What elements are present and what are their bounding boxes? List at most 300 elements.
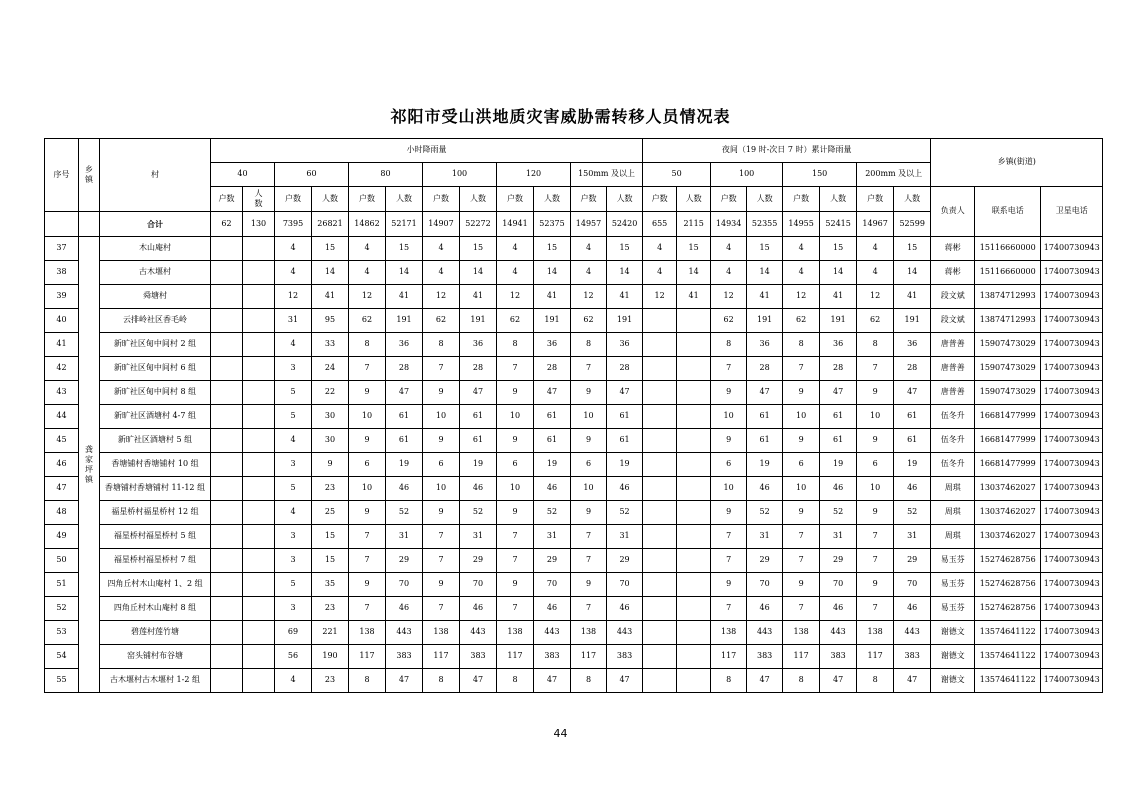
row-value: 6 <box>857 453 894 477</box>
row-village: 古木堰村古木堰村 1-2 组 <box>100 669 211 693</box>
row-value: 62 <box>783 309 820 333</box>
table-row <box>45 381 1103 405</box>
row-value: 10 <box>857 405 894 429</box>
row-value: 47 <box>607 381 643 405</box>
row-person: 谢德文 <box>931 669 975 693</box>
row-value: 47 <box>820 669 857 693</box>
row-person: 易玉芬 <box>931 573 975 597</box>
row-value: 7 <box>783 525 820 549</box>
row-value <box>211 453 243 477</box>
header-hourly-level: 80 <box>349 163 423 187</box>
row-value: 46 <box>747 597 783 621</box>
row-value: 8 <box>571 333 607 357</box>
row-value: 4 <box>783 237 820 261</box>
row-value: 4 <box>643 237 677 261</box>
row-value: 443 <box>386 621 423 645</box>
row-value: 10 <box>857 477 894 501</box>
row-value: 10 <box>497 477 534 501</box>
row-value: 46 <box>894 597 931 621</box>
total-cell: 52420 <box>607 212 643 237</box>
row-value: 29 <box>386 549 423 573</box>
row-value: 4 <box>783 261 820 285</box>
row-value: 52 <box>820 501 857 525</box>
row-person: 周琪 <box>931 525 975 549</box>
total-cell: 52415 <box>820 212 857 237</box>
row-value: 28 <box>894 357 931 381</box>
row-value <box>211 669 243 693</box>
row-value: 47 <box>460 669 497 693</box>
row-value <box>243 333 275 357</box>
row-value: 117 <box>349 645 386 669</box>
row-value: 9 <box>349 429 386 453</box>
row-value <box>643 525 677 549</box>
row-seq: 49 <box>45 525 79 549</box>
row-value <box>243 237 275 261</box>
total-cell: 52171 <box>386 212 423 237</box>
row-value: 47 <box>386 669 423 693</box>
row-value: 41 <box>894 285 931 309</box>
row-sat-phone: 17400730943 <box>1041 285 1103 309</box>
row-person: 唐普善 <box>931 333 975 357</box>
header-households: 户数 <box>571 187 607 212</box>
row-value: 4 <box>857 237 894 261</box>
row-value: 30 <box>312 429 349 453</box>
row-sat-phone: 17400730943 <box>1041 525 1103 549</box>
row-village: 新旷社区酒塘村 5 组 <box>100 429 211 453</box>
header-hourly-level: 150mm 及以上 <box>571 163 643 187</box>
header-hourly-level: 60 <box>275 163 349 187</box>
row-phone: 16681477999 <box>975 405 1041 429</box>
row-value <box>243 429 275 453</box>
row-phone: 13874712993 <box>975 309 1041 333</box>
row-value: 23 <box>312 597 349 621</box>
row-sat-phone: 17400730943 <box>1041 381 1103 405</box>
row-value <box>211 549 243 573</box>
row-value: 191 <box>747 309 783 333</box>
row-value: 117 <box>783 645 820 669</box>
row-value: 9 <box>571 381 607 405</box>
total-cell: 14967 <box>857 212 894 237</box>
row-value: 8 <box>711 669 747 693</box>
row-village: 窑头铺村布谷塘 <box>100 645 211 669</box>
row-sat-phone: 17400730943 <box>1041 357 1103 381</box>
row-seq: 52 <box>45 597 79 621</box>
row-village: 福星桥村福星桥村 7 组 <box>100 549 211 573</box>
row-value: 9 <box>857 573 894 597</box>
row-value: 7 <box>349 549 386 573</box>
row-value: 70 <box>820 573 857 597</box>
table-row <box>45 621 1103 645</box>
row-value: 138 <box>857 621 894 645</box>
header-households: 户数 <box>497 187 534 212</box>
row-value: 41 <box>747 285 783 309</box>
row-value: 4 <box>275 429 312 453</box>
row-value: 443 <box>534 621 571 645</box>
row-value <box>677 309 711 333</box>
row-value <box>677 573 711 597</box>
row-value: 9 <box>349 573 386 597</box>
row-value: 383 <box>460 645 497 669</box>
row-value: 191 <box>534 309 571 333</box>
row-value: 9 <box>783 501 820 525</box>
row-value <box>677 357 711 381</box>
row-value: 19 <box>607 453 643 477</box>
header-people: 人数 <box>460 187 497 212</box>
row-value: 9 <box>857 429 894 453</box>
row-value <box>643 477 677 501</box>
row-value: 117 <box>571 645 607 669</box>
row-value: 56 <box>275 645 312 669</box>
row-person: 伍冬升 <box>931 429 975 453</box>
row-value: 6 <box>423 453 460 477</box>
row-value: 14 <box>386 261 423 285</box>
row-value: 15 <box>460 237 497 261</box>
table-row <box>45 525 1103 549</box>
table-row <box>45 405 1103 429</box>
row-value: 46 <box>747 477 783 501</box>
row-value: 4 <box>423 237 460 261</box>
row-sat-phone: 17400730943 <box>1041 477 1103 501</box>
row-phone: 13037462027 <box>975 525 1041 549</box>
row-value: 35 <box>312 573 349 597</box>
row-value: 46 <box>386 597 423 621</box>
row-value: 95 <box>312 309 349 333</box>
row-value: 138 <box>571 621 607 645</box>
header-night-rainfall: 夜间（19 时-次日 7 时）累计降雨量 <box>643 139 931 163</box>
row-value: 7 <box>423 525 460 549</box>
row-phone: 13037462027 <box>975 477 1041 501</box>
header-contact-phone: 联系电话 <box>975 187 1041 237</box>
row-value: 383 <box>820 645 857 669</box>
row-value: 46 <box>534 477 571 501</box>
row-value: 23 <box>312 477 349 501</box>
row-value: 46 <box>820 477 857 501</box>
row-value: 138 <box>349 621 386 645</box>
row-value: 5 <box>275 573 312 597</box>
row-value <box>643 621 677 645</box>
row-value: 9 <box>571 429 607 453</box>
row-value: 191 <box>820 309 857 333</box>
row-village: 香塘铺村香塘铺村 10 组 <box>100 453 211 477</box>
header-households: 户数 <box>349 187 386 212</box>
table-row <box>45 645 1103 669</box>
row-value: 62 <box>423 309 460 333</box>
row-value: 8 <box>857 333 894 357</box>
row-value <box>643 357 677 381</box>
row-value <box>643 309 677 333</box>
row-value: 7 <box>711 549 747 573</box>
row-value: 443 <box>747 621 783 645</box>
row-value: 10 <box>497 405 534 429</box>
row-value: 70 <box>607 573 643 597</box>
row-value: 36 <box>386 333 423 357</box>
row-value: 62 <box>571 309 607 333</box>
row-value: 9 <box>783 429 820 453</box>
row-value <box>243 645 275 669</box>
row-value: 12 <box>783 285 820 309</box>
row-value: 191 <box>607 309 643 333</box>
row-value: 46 <box>820 597 857 621</box>
row-person: 周琪 <box>931 501 975 525</box>
row-seq: 48 <box>45 501 79 525</box>
row-value: 19 <box>894 453 931 477</box>
row-value: 15 <box>312 237 349 261</box>
row-value: 61 <box>534 405 571 429</box>
header-people: 人数 <box>312 187 349 212</box>
row-value: 47 <box>894 381 931 405</box>
row-value <box>243 357 275 381</box>
row-sat-phone: 17400730943 <box>1041 429 1103 453</box>
row-value: 8 <box>423 333 460 357</box>
row-value: 3 <box>275 357 312 381</box>
row-value: 7 <box>571 597 607 621</box>
total-cell: 2115 <box>677 212 711 237</box>
row-value <box>643 429 677 453</box>
row-seq: 55 <box>45 669 79 693</box>
total-cell: 14957 <box>571 212 607 237</box>
row-value: 61 <box>607 429 643 453</box>
row-value: 15 <box>747 237 783 261</box>
row-value: 4 <box>275 237 312 261</box>
row-person: 段文斌 <box>931 285 975 309</box>
row-village: 香塘铺村香塘铺村 11-12 组 <box>100 477 211 501</box>
row-value: 23 <box>312 669 349 693</box>
row-value <box>211 333 243 357</box>
row-value: 7 <box>857 357 894 381</box>
row-village: 新旷社区甸中间村 8 组 <box>100 381 211 405</box>
row-value: 41 <box>386 285 423 309</box>
row-value: 69 <box>275 621 312 645</box>
row-value: 12 <box>497 285 534 309</box>
header-night-level: 100 <box>711 163 783 187</box>
row-value <box>211 621 243 645</box>
row-value: 28 <box>820 357 857 381</box>
row-value: 61 <box>820 405 857 429</box>
row-village: 木山庵村 <box>100 237 211 261</box>
total-cell: 655 <box>643 212 677 237</box>
total-cell: 52355 <box>747 212 783 237</box>
row-value: 12 <box>643 285 677 309</box>
row-sat-phone: 17400730943 <box>1041 549 1103 573</box>
evacuation-table <box>44 138 1103 693</box>
row-value: 14 <box>312 261 349 285</box>
row-value: 4 <box>711 261 747 285</box>
row-value: 19 <box>460 453 497 477</box>
row-value <box>243 501 275 525</box>
row-value: 443 <box>460 621 497 645</box>
row-value: 9 <box>711 573 747 597</box>
row-value: 47 <box>460 381 497 405</box>
row-village: 云排岭社区香毛岭 <box>100 309 211 333</box>
row-value <box>243 549 275 573</box>
row-value: 14 <box>820 261 857 285</box>
row-value <box>677 333 711 357</box>
row-value: 46 <box>607 477 643 501</box>
total-cell: 62 <box>211 212 243 237</box>
row-value: 52 <box>534 501 571 525</box>
row-value: 28 <box>747 357 783 381</box>
row-value <box>643 333 677 357</box>
header-households: 户数 <box>423 187 460 212</box>
row-value <box>677 645 711 669</box>
row-person: 伍冬升 <box>931 453 975 477</box>
row-value: 138 <box>423 621 460 645</box>
row-value: 14 <box>677 261 711 285</box>
header-people: 人数 <box>607 187 643 212</box>
table-row <box>45 357 1103 381</box>
row-seq: 44 <box>45 405 79 429</box>
row-value: 9 <box>312 453 349 477</box>
row-value: 4 <box>571 261 607 285</box>
row-value: 9 <box>497 381 534 405</box>
row-seq: 38 <box>45 261 79 285</box>
row-value: 14 <box>460 261 497 285</box>
row-seq: 37 <box>45 237 79 261</box>
row-value: 15 <box>607 237 643 261</box>
row-value: 15 <box>534 237 571 261</box>
row-value <box>243 669 275 693</box>
row-value: 41 <box>607 285 643 309</box>
row-person: 蒋彬 <box>931 261 975 285</box>
row-phone: 15274628756 <box>975 597 1041 621</box>
row-value: 7 <box>857 525 894 549</box>
row-value: 4 <box>275 501 312 525</box>
row-person: 段文斌 <box>931 309 975 333</box>
row-value: 8 <box>349 333 386 357</box>
row-value: 10 <box>783 405 820 429</box>
row-value: 4 <box>497 237 534 261</box>
row-value: 4 <box>571 237 607 261</box>
row-value: 9 <box>571 501 607 525</box>
row-value: 7 <box>423 357 460 381</box>
row-value: 15 <box>386 237 423 261</box>
row-value: 46 <box>460 477 497 501</box>
row-village: 碧莲村莲竹塘 <box>100 621 211 645</box>
row-value: 138 <box>783 621 820 645</box>
row-value: 4 <box>497 261 534 285</box>
row-village: 福星桥村福星桥村 12 组 <box>100 501 211 525</box>
row-value: 8 <box>423 669 460 693</box>
row-person: 伍冬升 <box>931 405 975 429</box>
row-value: 8 <box>783 333 820 357</box>
row-seq: 54 <box>45 645 79 669</box>
row-value: 47 <box>747 381 783 405</box>
row-phone: 13574641122 <box>975 621 1041 645</box>
row-value: 190 <box>312 645 349 669</box>
total-cell: 52599 <box>894 212 931 237</box>
row-value: 4 <box>711 237 747 261</box>
row-value: 12 <box>857 285 894 309</box>
row-phone: 15907473029 <box>975 381 1041 405</box>
row-value: 138 <box>711 621 747 645</box>
row-value: 29 <box>894 549 931 573</box>
row-value: 117 <box>497 645 534 669</box>
row-value: 7 <box>857 549 894 573</box>
row-value: 15 <box>820 237 857 261</box>
row-value: 47 <box>747 669 783 693</box>
row-value: 3 <box>275 525 312 549</box>
row-value: 191 <box>386 309 423 333</box>
row-value: 62 <box>711 309 747 333</box>
row-value: 61 <box>607 405 643 429</box>
row-value: 443 <box>607 621 643 645</box>
row-value: 61 <box>386 405 423 429</box>
row-person: 谢德文 <box>931 645 975 669</box>
row-value <box>211 381 243 405</box>
row-person: 唐普善 <box>931 357 975 381</box>
row-value: 10 <box>571 477 607 501</box>
row-value: 36 <box>820 333 857 357</box>
township-cell: 龚家坪镇 <box>79 237 100 693</box>
header-households: 户数 <box>275 187 312 212</box>
row-value <box>243 405 275 429</box>
row-value <box>211 573 243 597</box>
row-value <box>677 501 711 525</box>
row-value: 15 <box>677 237 711 261</box>
row-value: 9 <box>423 429 460 453</box>
row-value: 8 <box>497 333 534 357</box>
row-value: 9 <box>423 381 460 405</box>
row-sat-phone: 17400730943 <box>1041 405 1103 429</box>
row-value: 61 <box>894 405 931 429</box>
row-value: 15 <box>312 549 349 573</box>
row-value: 46 <box>460 597 497 621</box>
row-value: 14 <box>894 261 931 285</box>
total-blank <box>79 212 100 237</box>
row-value: 41 <box>820 285 857 309</box>
row-value: 70 <box>894 573 931 597</box>
row-value: 62 <box>497 309 534 333</box>
row-village: 新旷社区甸中间村 6 组 <box>100 357 211 381</box>
table-row <box>45 285 1103 309</box>
row-phone: 15907473029 <box>975 333 1041 357</box>
row-phone: 15274628756 <box>975 549 1041 573</box>
row-value: 4 <box>275 333 312 357</box>
row-phone: 13574641122 <box>975 645 1041 669</box>
header-hourly-level: 40 <box>211 163 275 187</box>
row-value <box>677 669 711 693</box>
row-phone: 16681477999 <box>975 453 1041 477</box>
row-value: 28 <box>460 357 497 381</box>
row-value <box>643 501 677 525</box>
row-value: 117 <box>423 645 460 669</box>
header-village: 村 <box>100 139 211 212</box>
row-value: 47 <box>534 381 571 405</box>
row-value: 12 <box>711 285 747 309</box>
row-value <box>211 357 243 381</box>
table-row <box>45 453 1103 477</box>
table-row <box>45 333 1103 357</box>
row-value: 33 <box>312 333 349 357</box>
row-value: 191 <box>894 309 931 333</box>
row-value: 6 <box>571 453 607 477</box>
row-value: 9 <box>497 429 534 453</box>
row-value: 29 <box>460 549 497 573</box>
row-value: 28 <box>607 357 643 381</box>
header-hourly-level: 100 <box>423 163 497 187</box>
row-village: 新旷社区甸中间村 2 组 <box>100 333 211 357</box>
row-value: 31 <box>607 525 643 549</box>
row-value: 47 <box>386 381 423 405</box>
total-cell: 14941 <box>497 212 534 237</box>
row-phone: 15116660000 <box>975 237 1041 261</box>
row-person: 易玉芬 <box>931 549 975 573</box>
row-phone: 16681477999 <box>975 429 1041 453</box>
row-value <box>211 237 243 261</box>
row-value: 6 <box>349 453 386 477</box>
row-value: 19 <box>820 453 857 477</box>
row-value <box>677 453 711 477</box>
